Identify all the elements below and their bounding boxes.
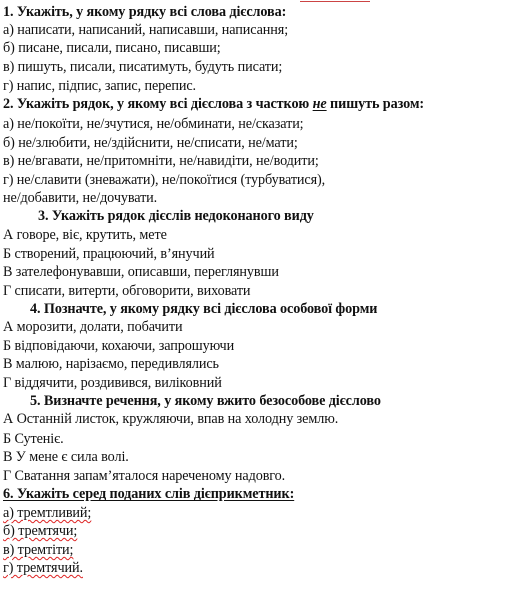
question-2-option-a: а) не/покоїти, не/зчутися, не/обминати, не/сказати; xyxy=(3,116,304,132)
question-5-option-a: А Останній листок, кружляючи, впав на холодну землю. xyxy=(3,411,339,427)
question-6-option-a: а) тремтливий; xyxy=(3,505,92,521)
question-3-option-a: А говоре, віє, крутить, мете xyxy=(3,227,167,243)
question-4-option-b: Б відповідаючи, кохаючи, запрошуючи xyxy=(3,338,235,354)
question-5-title: 5. Визначте речення, у якому вжито безособове дієслово xyxy=(30,393,381,409)
question-2-option-b: б) не/злюбити, не/здійснити, не/списати, не/мати; xyxy=(3,135,298,151)
question-4-title: 4. Позначте, у якому рядку всі дієслова особової форми xyxy=(30,301,378,317)
question-6-option-c: в) тремтіти; xyxy=(3,542,74,558)
question-2-title-part-1: 2. Укажіть рядок, у якому всі дієслова з часткою xyxy=(3,96,313,112)
question-6-option-d: г) тремтячий. xyxy=(3,560,83,576)
question-1-option-a: а) написати, написаний, написавши, написання; xyxy=(3,22,289,38)
question-2-option-c: в) не/вгавати, не/притомніти, не/навидіти, не/водити; xyxy=(3,153,319,169)
question-1-option-c: в) пишуть, писали, писатимуть, будуть писати; xyxy=(3,59,283,75)
question-5-option-d: Г Сватання запам’яталося нареченому надовго. xyxy=(3,468,286,484)
question-3-title: 3. Укажіть рядок дієслів недоконаного виду xyxy=(38,208,314,224)
question-6-title: 6. Укажіть серед поданих слів дієприкметник: xyxy=(3,486,295,502)
question-4-option-c: В малюю, нарізаємо, передивлялись xyxy=(3,356,219,372)
question-2-title xyxy=(3,95,424,113)
question-2-option-d: г) не/славити (зневажати), не/покоїтися (турбуватися), xyxy=(3,172,326,188)
question-1-option-b: б) писане, писали, писано, писавши; xyxy=(3,40,221,56)
question-2-particle-ne: не xyxy=(312,96,327,112)
question-5-option-c: В У мене є сила волі. xyxy=(3,449,129,465)
question-4-option-d: Г віддячити, роздивився, виліковний xyxy=(3,375,222,391)
question-1-title: 1. Укажіть, у якому рядку всі слова дієслова: xyxy=(3,4,287,20)
question-6-option-b: б) тремтячи; xyxy=(3,523,78,539)
question-2-title-part-2: пишуть разом: xyxy=(326,96,425,112)
question-3-option-b: Б створений, працюючий, в’янучий xyxy=(3,246,215,262)
question-4-option-a: А морозити, долати, побачити xyxy=(3,319,183,335)
question-1-option-d: г) напис, підпис, запис, перепис. xyxy=(3,78,196,94)
question-2-option-d-continued: не/добавити, не/дочувати. xyxy=(3,190,158,206)
question-3-option-d: Г списати, витерти, обговорити, виховати xyxy=(3,283,251,299)
question-3-option-c: В зателефонувавши, описавши, переглянувши xyxy=(3,264,279,280)
question-5-option-b: Б Сутеніє. xyxy=(3,431,64,447)
